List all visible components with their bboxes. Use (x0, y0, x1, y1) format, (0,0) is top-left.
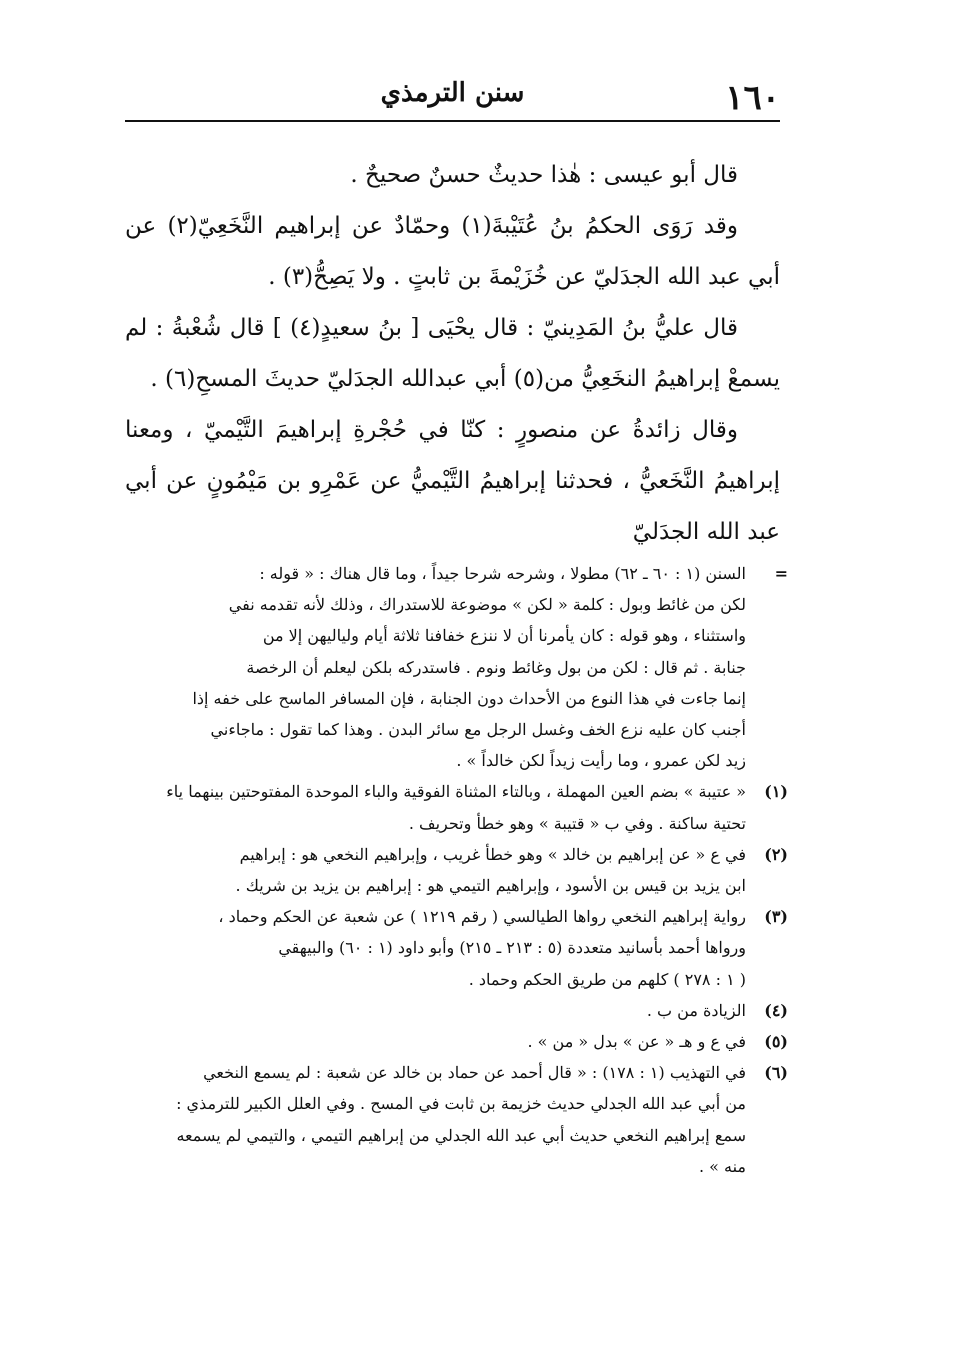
main-paragraph-3: قال عليُّ بنُ المَدِينيّ : قال يحْيَى [ بنُ سعيدٍ(٤) ] قال شُعْبةُ : لم يسمعْ إبراهيمُ النخَعِيُّ من(٥) أبي عبدالله الجدَليّ حديثَ المسحِ(٦) . (125, 315, 780, 392)
footnote-line: رواية إبراهيم النخعي رواها الطيالسي ( رقم ١٢١٩ ) عن شعبة عن الحكم وحماد ، (218, 907, 746, 927)
footnote-line: في التهذيب (١ : ١٧٨) : « قال أحمد عن حماد بن خالد عن شعبة : لم يسمع النخعي (203, 1063, 746, 1083)
footnote-line: الزيادة من ب . (646, 1000, 746, 1020)
footnote-2 (118, 839, 788, 901)
header-rule (125, 120, 780, 122)
footnote-line: واستثناء ، وهو قوله : كان يأمرنا أن لا ننزع خفافنا ثلاثة أيام ولياليهن إلا من (262, 626, 746, 646)
footnote-line: أجنب كان عليه نزع الخف وغسل الرجل مع سائر البدن . وهذا كما تقول : ماجاءني (210, 720, 746, 740)
footnote-continuation (118, 558, 788, 776)
footnote-line: من أبي عبد الله الجدلي حديث خزيمة بن ثابت في المسح . وفي العلل الكبير للترمذي : (176, 1094, 746, 1114)
footnote-number: (٣) (764, 907, 788, 927)
footnote-line: لكن من غائط وبول : كلمة « لكن » موضوعة للاستدراك ، وذلك لأنه تقدمه نفي (228, 595, 746, 615)
footnote-line: زيد لكن عمرو ، وما رأيت زيداً لكن خالداً » . (456, 751, 746, 771)
page-number: ١٦٠ (725, 78, 780, 118)
footnote-line: « عتيبة » بضم العين المهملة ، وبالتاء المثناة الفوقية والباء الموحدة المفتوحتين بينهما ياء (166, 782, 746, 802)
footnote-line: منه » . (698, 1156, 746, 1176)
footnote-4 (118, 995, 788, 1026)
footnote-6 (118, 1057, 788, 1182)
footnote-number: (٥) (764, 1032, 788, 1052)
footnote-line: ( ١ : ٢٧٨ ) كلهم من طريق الحكم وحماد . (468, 969, 746, 989)
footnote-line: ورواها أحمد بأسانيد متعددة (٥ : ٢١٣ ـ ٢١٥) وأبو داود (١ : ٦٠) والبيهقي (278, 938, 746, 958)
footnote-line: السنن (١ : ٦٠ ـ ٦٢) مطولا ، وشرحه شرحا جيداً ، وما قال هناك : « قوله : (259, 564, 746, 583)
main-paragraph-4: وقال زائدةُ عن منصورٍ : كنّا في حُجْرةِ إبراهيمَ التَّيْميّ ، ومعنا إبراهيمُ النَّخَعيُّ ، فحدثنا إبراهيمُ التَّيْميُّ عن عَمْرِو بن مَيْمُونٍ عن أبي عبد الله الجدَليّ (125, 417, 780, 545)
footnote-number: (٤) (764, 1000, 788, 1020)
footnote-number: (٦) (764, 1063, 788, 1083)
main-paragraph-1: قال أبو عيسى : هٰذا حديثٌ حسنٌ صحيحٌ . (350, 162, 738, 188)
footnote-3 (118, 901, 788, 995)
main-paragraph-2: وقد رَوَى الحكمُ بنُ عُتَيْبةَ(١) وحمّادٌ عن إبراهيم النَّخَعِيّ(٢) عن أبي عبد الله الجدَليّ عن خُزَيْمةَ بن ثابتٍ . ولا يَصِحُّ(٣) . (125, 213, 780, 290)
footnotes (118, 558, 788, 1182)
footnote-line: سمع إبراهيم النخعي حديث أبي عبد الله الجدلي من إبراهيم التيمي ، والتيمي لم يسمعه (176, 1125, 746, 1145)
footnote-number: (٢) (764, 844, 788, 864)
footnote-1 (118, 776, 788, 838)
main-text (125, 150, 780, 558)
footnote-5 (118, 1026, 788, 1057)
footnote-line: جنابة . ثم قال : لكن من بول وغائط ونوم . فاستدركه بلكن ليعلم أن الرخصة (246, 657, 746, 677)
footnote-line: إنما جاءت في هذا النوع من الأحداث دون الجنابة ، فإن المسافر الماسح على خفه إذا (192, 688, 746, 708)
running-title: سنن الترمذي (380, 78, 525, 108)
footnote-line: ابن يزيد بن قيس بن الأسود ، وإبراهيم التيمي هو : إبراهيم بن يزيد بن شريك . (235, 876, 746, 896)
page-header (125, 70, 780, 120)
footnote-line: في ع و هـ « عن » بدل « من » . (527, 1032, 746, 1052)
footnote-line: تحتية ساكنة . وفي ب « قتيبة » وهو خطأ وتحريف . (408, 813, 746, 833)
footnote-continuation-marker: = (774, 564, 788, 583)
footnote-line: في ع « عن إبراهيم بن خالد » وهو خطأ غريب ، وإبراهيم النخعي هو : إبراهيم (239, 844, 746, 864)
footnote-number: (١) (764, 782, 788, 802)
